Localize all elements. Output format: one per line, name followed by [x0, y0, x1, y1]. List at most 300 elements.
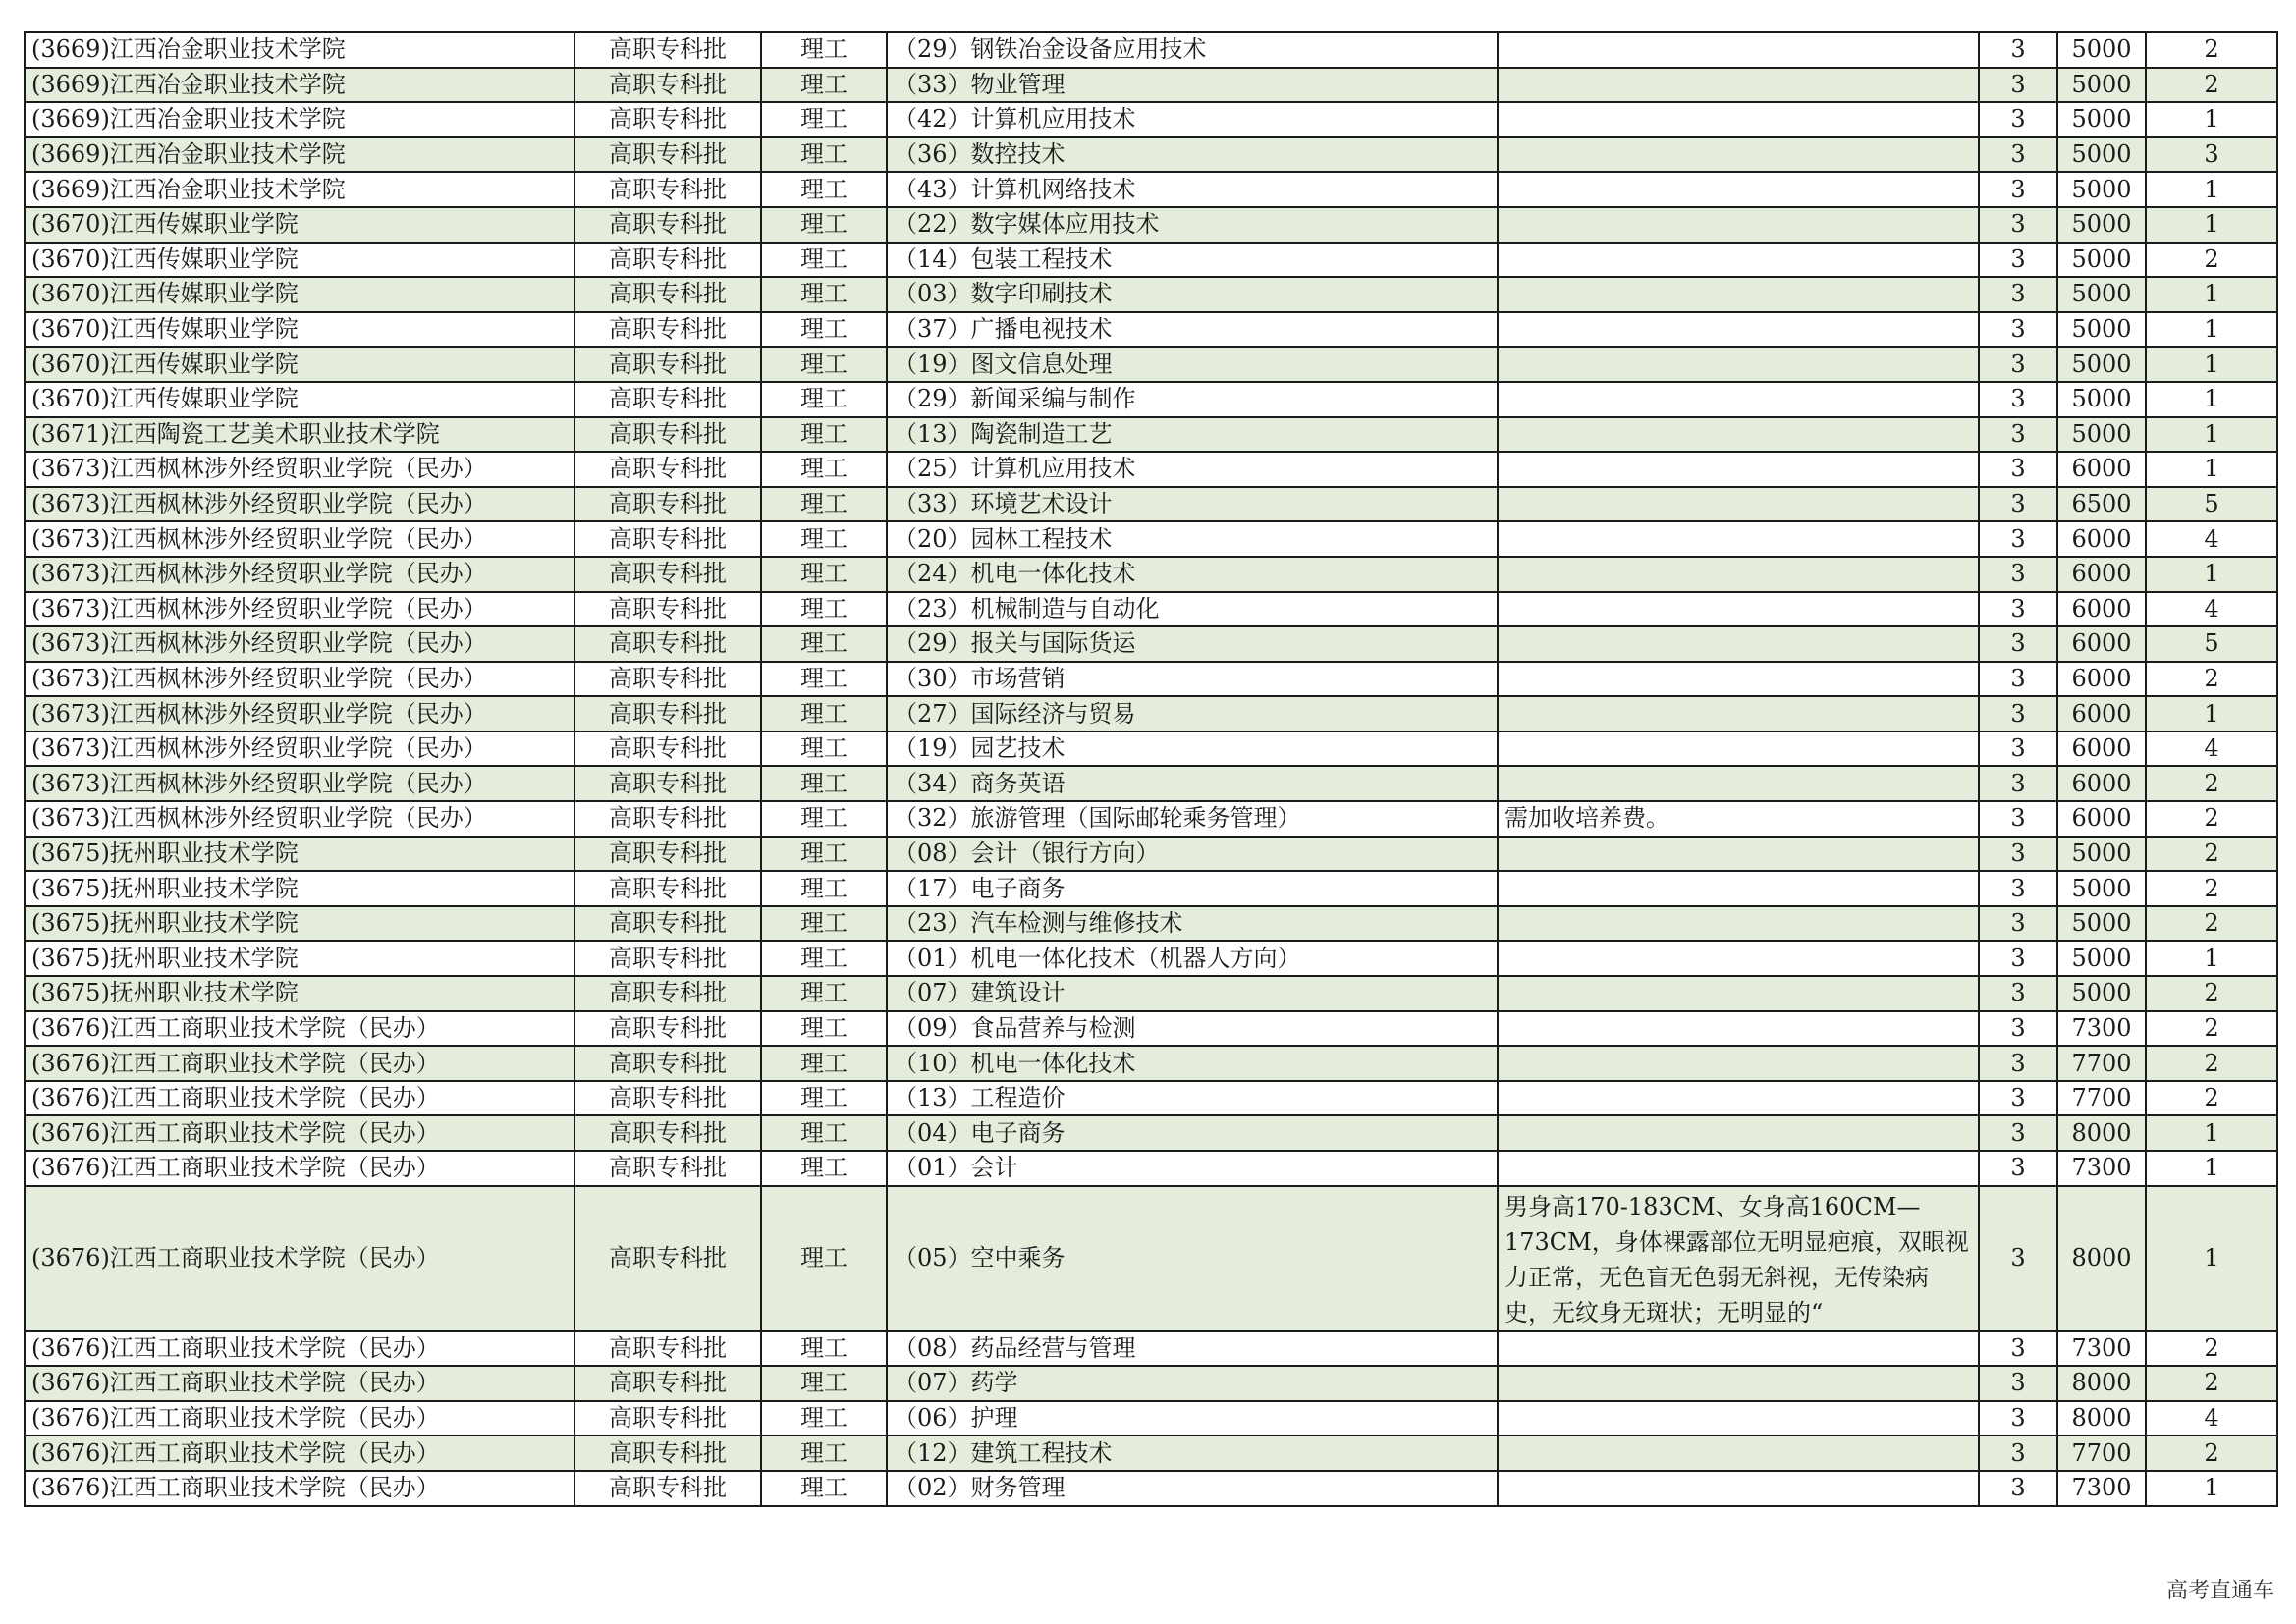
school-cell: (3676)江西工商职业技术学院（民办）	[25, 1081, 574, 1116]
years-cell: 3	[1979, 172, 2057, 207]
batch-cell: 高职专科批	[574, 1011, 761, 1047]
count-cell: 1	[2146, 1471, 2277, 1506]
years-cell: 3	[1979, 1331, 2057, 1367]
note-cell	[1498, 731, 1979, 767]
major-cell: （01）机电一体化技术（机器人方向）	[887, 941, 1498, 976]
note-cell: 男身高170-183CM、女身高160CM—173CM，身体裸露部位无明显疤痕，双眼视力正常，无色盲无色弱无斜视，无传染病史，无纹身无斑状；无明显的“	[1498, 1186, 1979, 1331]
major-cell: （08）药品经营与管理	[887, 1331, 1498, 1367]
batch-cell: 高职专科批	[574, 1115, 761, 1151]
years-cell: 3	[1979, 906, 2057, 942]
note-cell	[1498, 382, 1979, 417]
fee-cell: 5000	[2057, 941, 2146, 976]
school-cell: (3676)江西工商职业技术学院（民办）	[25, 1401, 574, 1436]
school-cell: (3670)江西传媒职业学院	[25, 277, 574, 312]
fee-cell: 5000	[2057, 312, 2146, 348]
fee-cell: 8000	[2057, 1115, 2146, 1151]
note-cell	[1498, 1471, 1979, 1506]
note-cell	[1498, 102, 1979, 137]
count-cell: 1	[2146, 347, 2277, 382]
table-row	[25, 801, 2277, 837]
fee-cell: 6500	[2057, 487, 2146, 522]
major-cell: （09）食品营养与检测	[887, 1011, 1498, 1047]
note-cell	[1498, 1046, 1979, 1081]
table-row	[25, 1366, 2277, 1401]
school-cell: (3676)江西工商职业技术学院（民办）	[25, 1331, 574, 1367]
note-cell	[1498, 487, 1979, 522]
school-cell: (3669)江西冶金职业技术学院	[25, 102, 574, 137]
note-cell	[1498, 976, 1979, 1011]
table-row	[25, 382, 2277, 417]
fee-cell: 5000	[2057, 243, 2146, 278]
category-cell: 理工	[761, 557, 887, 592]
count-cell: 2	[2146, 976, 2277, 1011]
category-cell: 理工	[761, 696, 887, 731]
school-cell: (3676)江西工商职业技术学院（民办）	[25, 1011, 574, 1047]
major-cell: （01）会计	[887, 1151, 1498, 1186]
years-cell: 3	[1979, 766, 2057, 801]
years-cell: 3	[1979, 207, 2057, 243]
note-cell	[1498, 207, 1979, 243]
note-cell	[1498, 521, 1979, 557]
major-cell: （36）数控技术	[887, 137, 1498, 173]
major-cell: （23）机械制造与自动化	[887, 592, 1498, 627]
major-cell: （29）报关与国际货运	[887, 626, 1498, 662]
major-cell: （10）机电一体化技术	[887, 1046, 1498, 1081]
category-cell: 理工	[761, 137, 887, 173]
major-cell: （17）电子商务	[887, 871, 1498, 906]
table-row	[25, 1331, 2277, 1367]
category-cell: 理工	[761, 731, 887, 767]
fee-cell: 8000	[2057, 1366, 2146, 1401]
category-cell: 理工	[761, 243, 887, 278]
category-cell: 理工	[761, 766, 887, 801]
category-cell: 理工	[761, 312, 887, 348]
major-cell: （42）计算机应用技术	[887, 102, 1498, 137]
category-cell: 理工	[761, 592, 887, 627]
count-cell: 3	[2146, 137, 2277, 173]
fee-cell: 5000	[2057, 417, 2146, 453]
table-row	[25, 32, 2277, 68]
watermark-text: 高考直通车	[2165, 1579, 2274, 1603]
table-row	[25, 1186, 2277, 1331]
count-cell: 4	[2146, 1401, 2277, 1436]
category-cell: 理工	[761, 1471, 887, 1506]
school-cell: (3673)江西枫林涉外经贸职业学院（民办）	[25, 696, 574, 731]
major-cell: （13）陶瓷制造工艺	[887, 417, 1498, 453]
years-cell: 3	[1979, 1151, 2057, 1186]
school-cell: (3670)江西传媒职业学院	[25, 243, 574, 278]
fee-cell: 5000	[2057, 277, 2146, 312]
fee-cell: 5000	[2057, 172, 2146, 207]
batch-cell: 高职专科批	[574, 1186, 761, 1331]
fee-cell: 6000	[2057, 766, 2146, 801]
category-cell: 理工	[761, 1186, 887, 1331]
category-cell: 理工	[761, 277, 887, 312]
fee-cell: 5000	[2057, 906, 2146, 942]
batch-cell: 高职专科批	[574, 207, 761, 243]
batch-cell: 高职专科批	[574, 172, 761, 207]
fee-cell: 5000	[2057, 137, 2146, 173]
count-cell: 2	[2146, 1331, 2277, 1367]
category-cell: 理工	[761, 906, 887, 942]
batch-cell: 高职专科批	[574, 1331, 761, 1367]
batch-cell: 高职专科批	[574, 906, 761, 942]
category-cell: 理工	[761, 1331, 887, 1367]
fee-cell: 7700	[2057, 1435, 2146, 1471]
batch-cell: 高职专科批	[574, 521, 761, 557]
table-row	[25, 696, 2277, 731]
years-cell: 3	[1979, 592, 2057, 627]
count-cell: 4	[2146, 592, 2277, 627]
table-row	[25, 731, 2277, 767]
fee-cell: 8000	[2057, 1401, 2146, 1436]
years-cell: 3	[1979, 277, 2057, 312]
count-cell: 1	[2146, 277, 2277, 312]
years-cell: 3	[1979, 102, 2057, 137]
major-cell: （24）机电一体化技术	[887, 557, 1498, 592]
years-cell: 3	[1979, 312, 2057, 348]
school-cell: (3675)抚州职业技术学院	[25, 837, 574, 872]
table-row	[25, 1046, 2277, 1081]
school-cell: (3676)江西工商职业技术学院（民办）	[25, 1115, 574, 1151]
school-cell: (3673)江西枫林涉外经贸职业学院（民办）	[25, 662, 574, 697]
years-cell: 3	[1979, 1081, 2057, 1116]
count-cell: 1	[2146, 1186, 2277, 1331]
table-row	[25, 312, 2277, 348]
category-cell: 理工	[761, 172, 887, 207]
table-row	[25, 626, 2277, 662]
fee-cell: 5000	[2057, 207, 2146, 243]
batch-cell: 高职专科批	[574, 871, 761, 906]
note-cell	[1498, 941, 1979, 976]
note-cell	[1498, 696, 1979, 731]
major-cell: （02）财务管理	[887, 1471, 1498, 1506]
category-cell: 理工	[761, 102, 887, 137]
table-row	[25, 1011, 2277, 1047]
table-row	[25, 68, 2277, 103]
count-cell: 2	[2146, 1081, 2277, 1116]
table-row	[25, 837, 2277, 872]
category-cell: 理工	[761, 1366, 887, 1401]
school-cell: (3669)江西冶金职业技术学院	[25, 32, 574, 68]
note-cell	[1498, 172, 1979, 207]
category-cell: 理工	[761, 1401, 887, 1436]
school-cell: (3670)江西传媒职业学院	[25, 312, 574, 348]
years-cell: 3	[1979, 1011, 2057, 1047]
note-cell	[1498, 1081, 1979, 1116]
note-cell	[1498, 662, 1979, 697]
count-cell: 2	[2146, 1435, 2277, 1471]
count-cell: 5	[2146, 626, 2277, 662]
major-cell: （04）电子商务	[887, 1115, 1498, 1151]
batch-cell: 高职专科批	[574, 243, 761, 278]
fee-cell: 7700	[2057, 1046, 2146, 1081]
school-cell: (3675)抚州职业技术学院	[25, 906, 574, 942]
note-cell	[1498, 1366, 1979, 1401]
count-cell: 1	[2146, 172, 2277, 207]
years-cell: 3	[1979, 521, 2057, 557]
fee-cell: 7700	[2057, 1081, 2146, 1116]
major-cell: （19）园艺技术	[887, 731, 1498, 767]
major-cell: （06）护理	[887, 1401, 1498, 1436]
table-row	[25, 592, 2277, 627]
major-cell: （20）园林工程技术	[887, 521, 1498, 557]
category-cell: 理工	[761, 626, 887, 662]
table-row	[25, 941, 2277, 976]
count-cell: 2	[2146, 906, 2277, 942]
batch-cell: 高职专科批	[574, 557, 761, 592]
school-cell: (3676)江西工商职业技术学院（民办）	[25, 1366, 574, 1401]
table-row	[25, 417, 2277, 453]
years-cell: 3	[1979, 1115, 2057, 1151]
category-cell: 理工	[761, 1046, 887, 1081]
school-cell: (3673)江西枫林涉外经贸职业学院（民办）	[25, 731, 574, 767]
school-cell: (3673)江西枫林涉外经贸职业学院（民办）	[25, 801, 574, 837]
fee-cell: 6000	[2057, 626, 2146, 662]
note-cell	[1498, 626, 1979, 662]
major-cell: （03）数字印刷技术	[887, 277, 1498, 312]
years-cell: 3	[1979, 976, 2057, 1011]
years-cell: 3	[1979, 626, 2057, 662]
category-cell: 理工	[761, 941, 887, 976]
note-cell	[1498, 1331, 1979, 1367]
school-cell: (3670)江西传媒职业学院	[25, 347, 574, 382]
major-cell: （05）空中乘务	[887, 1186, 1498, 1331]
table-row	[25, 976, 2277, 1011]
count-cell: 1	[2146, 102, 2277, 137]
fee-cell: 7300	[2057, 1331, 2146, 1367]
note-cell	[1498, 243, 1979, 278]
table-row	[25, 487, 2277, 522]
fee-cell: 6000	[2057, 557, 2146, 592]
fee-cell: 5000	[2057, 32, 2146, 68]
note-cell	[1498, 137, 1979, 173]
major-cell: （34）商务英语	[887, 766, 1498, 801]
school-cell: (3673)江西枫林涉外经贸职业学院（民办）	[25, 766, 574, 801]
count-cell: 1	[2146, 312, 2277, 348]
category-cell: 理工	[761, 487, 887, 522]
batch-cell: 高职专科批	[574, 801, 761, 837]
count-cell: 2	[2146, 1046, 2277, 1081]
table-row	[25, 452, 2277, 487]
major-cell: （29）钢铁冶金设备应用技术	[887, 32, 1498, 68]
count-cell: 2	[2146, 871, 2277, 906]
count-cell: 4	[2146, 521, 2277, 557]
note-cell	[1498, 1011, 1979, 1047]
note-cell	[1498, 766, 1979, 801]
major-cell: （25）计算机应用技术	[887, 452, 1498, 487]
note-cell	[1498, 1401, 1979, 1436]
fee-cell: 5000	[2057, 837, 2146, 872]
fee-cell: 6000	[2057, 452, 2146, 487]
category-cell: 理工	[761, 347, 887, 382]
school-cell: (3669)江西冶金职业技术学院	[25, 172, 574, 207]
years-cell: 3	[1979, 662, 2057, 697]
fee-cell: 5000	[2057, 382, 2146, 417]
note-cell	[1498, 906, 1979, 942]
count-cell: 1	[2146, 696, 2277, 731]
table-body	[25, 32, 2277, 1506]
school-cell: (3670)江西传媒职业学院	[25, 207, 574, 243]
category-cell: 理工	[761, 382, 887, 417]
school-cell: (3676)江西工商职业技术学院（民办）	[25, 1435, 574, 1471]
school-cell: (3675)抚州职业技术学院	[25, 941, 574, 976]
table-row	[25, 1471, 2277, 1506]
school-cell: (3676)江西工商职业技术学院（民办）	[25, 1151, 574, 1186]
table-row	[25, 1151, 2277, 1186]
school-cell: (3670)江西传媒职业学院	[25, 382, 574, 417]
count-cell: 4	[2146, 731, 2277, 767]
count-cell: 1	[2146, 1151, 2277, 1186]
count-cell: 2	[2146, 801, 2277, 837]
years-cell: 3	[1979, 696, 2057, 731]
school-cell: (3671)江西陶瓷工艺美术职业技术学院	[25, 417, 574, 453]
count-cell: 2	[2146, 32, 2277, 68]
school-cell: (3673)江西枫林涉外经贸职业学院（民办）	[25, 557, 574, 592]
count-cell: 1	[2146, 557, 2277, 592]
table-row	[25, 243, 2277, 278]
category-cell: 理工	[761, 976, 887, 1011]
table-row	[25, 1401, 2277, 1436]
table-row	[25, 766, 2277, 801]
count-cell: 1	[2146, 382, 2277, 417]
count-cell: 1	[2146, 417, 2277, 453]
major-cell: （27）国际经济与贸易	[887, 696, 1498, 731]
years-cell: 3	[1979, 452, 2057, 487]
batch-cell: 高职专科批	[574, 1081, 761, 1116]
major-cell: （33）环境艺术设计	[887, 487, 1498, 522]
batch-cell: 高职专科批	[574, 1471, 761, 1506]
count-cell: 2	[2146, 68, 2277, 103]
note-cell	[1498, 1435, 1979, 1471]
years-cell: 3	[1979, 1046, 2057, 1081]
count-cell: 1	[2146, 1115, 2277, 1151]
count-cell: 1	[2146, 207, 2277, 243]
note-cell	[1498, 277, 1979, 312]
batch-cell: 高职专科批	[574, 277, 761, 312]
note-cell	[1498, 452, 1979, 487]
major-cell: （29）新闻采编与制作	[887, 382, 1498, 417]
fee-cell: 7300	[2057, 1151, 2146, 1186]
count-cell: 2	[2146, 1011, 2277, 1047]
count-cell: 2	[2146, 837, 2277, 872]
years-cell: 3	[1979, 68, 2057, 103]
fee-cell: 6000	[2057, 801, 2146, 837]
school-cell: (3673)江西枫林涉外经贸职业学院（民办）	[25, 626, 574, 662]
batch-cell: 高职专科批	[574, 731, 761, 767]
category-cell: 理工	[761, 417, 887, 453]
category-cell: 理工	[761, 837, 887, 872]
batch-cell: 高职专科批	[574, 626, 761, 662]
school-cell: (3676)江西工商职业技术学院（民办）	[25, 1471, 574, 1506]
category-cell: 理工	[761, 452, 887, 487]
note-cell	[1498, 312, 1979, 348]
school-cell: (3675)抚州职业技术学院	[25, 871, 574, 906]
batch-cell: 高职专科批	[574, 347, 761, 382]
batch-cell: 高职专科批	[574, 68, 761, 103]
years-cell: 3	[1979, 731, 2057, 767]
count-cell: 1	[2146, 452, 2277, 487]
years-cell: 3	[1979, 347, 2057, 382]
school-cell: (3673)江西枫林涉外经贸职业学院（民办）	[25, 592, 574, 627]
batch-cell: 高职专科批	[574, 312, 761, 348]
school-cell: (3673)江西枫林涉外经贸职业学院（民办）	[25, 487, 574, 522]
school-cell: (3676)江西工商职业技术学院（民办）	[25, 1046, 574, 1081]
batch-cell: 高职专科批	[574, 941, 761, 976]
count-cell: 2	[2146, 766, 2277, 801]
years-cell: 3	[1979, 417, 2057, 453]
school-cell: (3673)江西枫林涉外经贸职业学院（民办）	[25, 452, 574, 487]
batch-cell: 高职专科批	[574, 696, 761, 731]
years-cell: 3	[1979, 1401, 2057, 1436]
fee-cell: 8000	[2057, 1186, 2146, 1331]
table-row	[25, 347, 2277, 382]
years-cell: 3	[1979, 1471, 2057, 1506]
category-cell: 理工	[761, 207, 887, 243]
school-cell: (3676)江西工商职业技术学院（民办）	[25, 1186, 574, 1331]
batch-cell: 高职专科批	[574, 1435, 761, 1471]
batch-cell: 高职专科批	[574, 662, 761, 697]
table-row	[25, 172, 2277, 207]
batch-cell: 高职专科批	[574, 452, 761, 487]
batch-cell: 高职专科批	[574, 102, 761, 137]
table-row	[25, 207, 2277, 243]
years-cell: 3	[1979, 32, 2057, 68]
major-cell: （33）物业管理	[887, 68, 1498, 103]
batch-cell: 高职专科批	[574, 137, 761, 173]
fee-cell: 5000	[2057, 347, 2146, 382]
table-row	[25, 1081, 2277, 1116]
category-cell: 理工	[761, 32, 887, 68]
table-row	[25, 137, 2277, 173]
category-cell: 理工	[761, 871, 887, 906]
years-cell: 3	[1979, 837, 2057, 872]
school-cell: (3673)江西枫林涉外经贸职业学院（民办）	[25, 521, 574, 557]
school-cell: (3669)江西冶金职业技术学院	[25, 137, 574, 173]
batch-cell: 高职专科批	[574, 382, 761, 417]
category-cell: 理工	[761, 1011, 887, 1047]
batch-cell: 高职专科批	[574, 837, 761, 872]
note-cell: 需加收培养费。	[1498, 801, 1979, 837]
school-cell: (3669)江西冶金职业技术学院	[25, 68, 574, 103]
enrollment-plan-table	[24, 31, 2278, 1507]
fee-cell: 6000	[2057, 731, 2146, 767]
major-cell: （07）药学	[887, 1366, 1498, 1401]
years-cell: 3	[1979, 871, 2057, 906]
major-cell: （22）数字媒体应用技术	[887, 207, 1498, 243]
category-cell: 理工	[761, 662, 887, 697]
count-cell: 2	[2146, 1366, 2277, 1401]
batch-cell: 高职专科批	[574, 1046, 761, 1081]
batch-cell: 高职专科批	[574, 487, 761, 522]
table-row	[25, 1435, 2277, 1471]
fee-cell: 5000	[2057, 871, 2146, 906]
fee-cell: 7300	[2057, 1471, 2146, 1506]
years-cell: 3	[1979, 137, 2057, 173]
category-cell: 理工	[761, 1081, 887, 1116]
major-cell: （12）建筑工程技术	[887, 1435, 1498, 1471]
note-cell	[1498, 417, 1979, 453]
note-cell	[1498, 347, 1979, 382]
table-row	[25, 102, 2277, 137]
major-cell: （30）市场营销	[887, 662, 1498, 697]
count-cell: 5	[2146, 487, 2277, 522]
major-cell: （07）建筑设计	[887, 976, 1498, 1011]
years-cell: 3	[1979, 557, 2057, 592]
table-row	[25, 557, 2277, 592]
note-cell	[1498, 1151, 1979, 1186]
years-cell: 3	[1979, 243, 2057, 278]
